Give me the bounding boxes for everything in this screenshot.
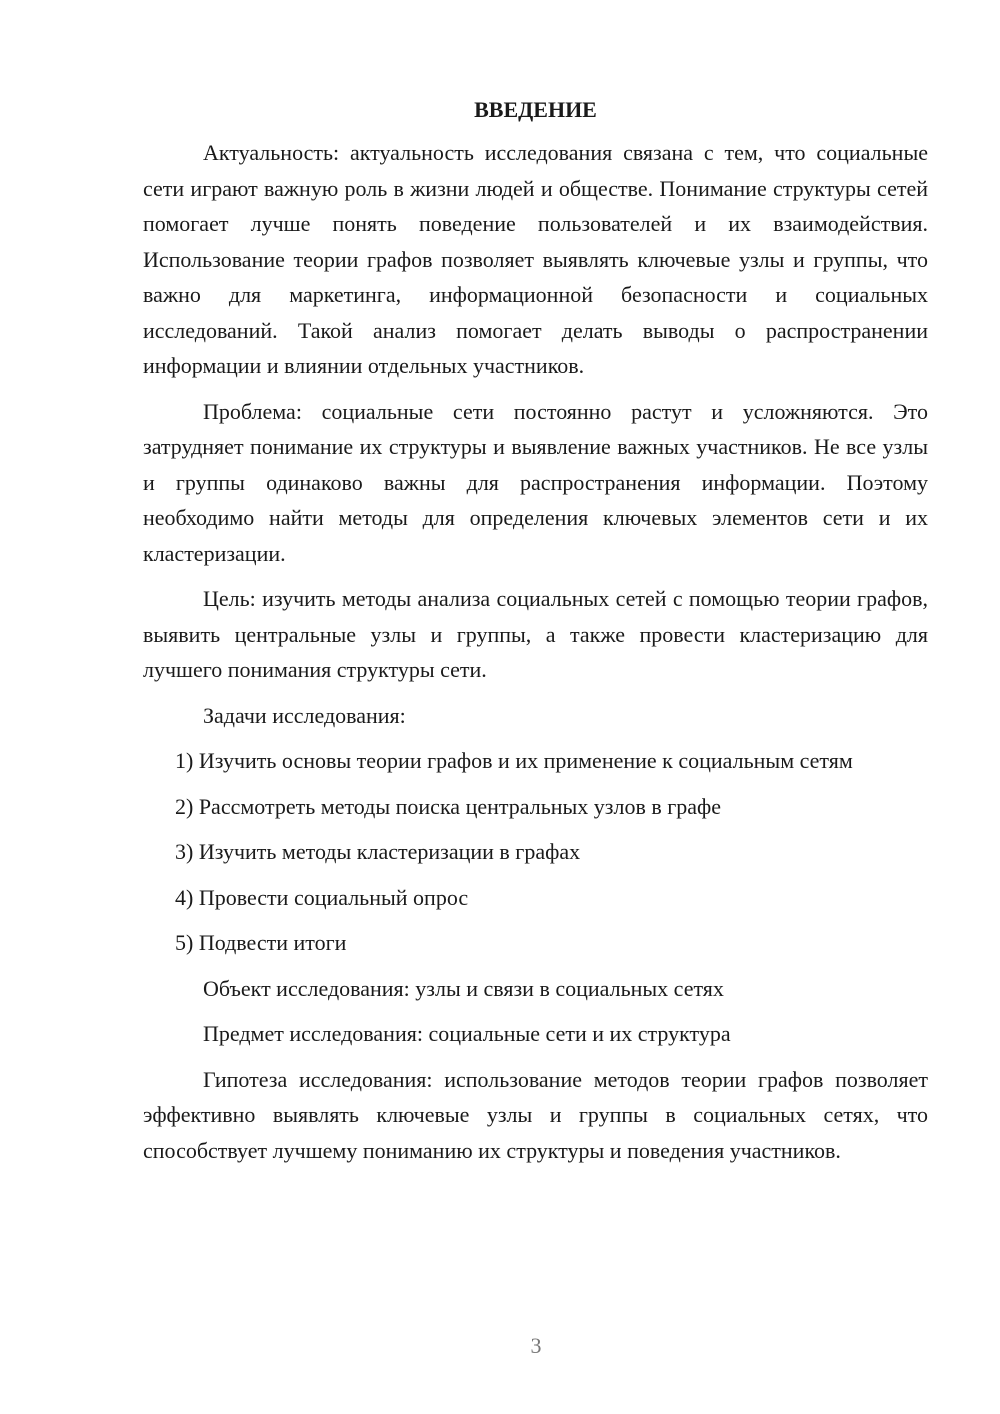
page-number: 3 (530, 1333, 542, 1358)
task-item-4: 4) Провести социальный опрос (175, 884, 469, 910)
research-subject: Предмет исследования: социальные сети и их структура (203, 1021, 731, 1046)
task-item-2: 2) Рассмотреть методы поиска центральных узлов в графе (175, 793, 722, 819)
tasks-title: Задачи исследования: (203, 702, 406, 728)
task-item-1: 1) Изучить основы теории графов и их применение к социальным сетям (175, 748, 853, 773)
paragraph-relevance: Актуальность: актуальность исследования связана с тем, что социальные сети играют важную роль в жизни людей и обществе. Понимание структуры сетей помогает лучше понять поведение пользователей и их взаимодействия. Использование теории графов позволяет выявлять ключевые узлы и группы, что важно для маркетинга, информационной безопасности и социальных исследований. Такой анализ помогает делать выводы о распространении информации и влиянии отдельных участников. (143, 140, 928, 378)
task-item-3: 3) Изучить методы кластеризации в графах (175, 839, 581, 864)
paragraph-goal: Цель: изучить методы анализа социальных сетей с помощью теории графов, выявить центральные узлы и группы, а также провести кластеризацию для лучшего понимания структуры сети. (143, 586, 928, 682)
paragraph-problem: Проблема: социальные сети постоянно растут и усложняются. Это затрудняет понимание их структуры и выявление важных участников. Не все узлы и группы одинаково важны для распространения информации. Поэтому необходимо найти методы для определения ключевых элементов сети и их кластеризации. (143, 398, 928, 566)
research-hypothesis: Гипотеза исследования: использование методов теории графов позволяет эффективно выявлять ключевые узлы и группы в социальных сетях, что способствует лучшему пониманию их структуры и поведения участников. (143, 1066, 928, 1163)
research-object: Объект исследования: узлы и связи в социальных сетях (203, 975, 724, 1001)
document-page (143, 95, 928, 1178)
task-item-5: 5) Подвести итоги (175, 930, 347, 955)
section-heading: ВВЕДЕНИЕ (474, 97, 597, 122)
